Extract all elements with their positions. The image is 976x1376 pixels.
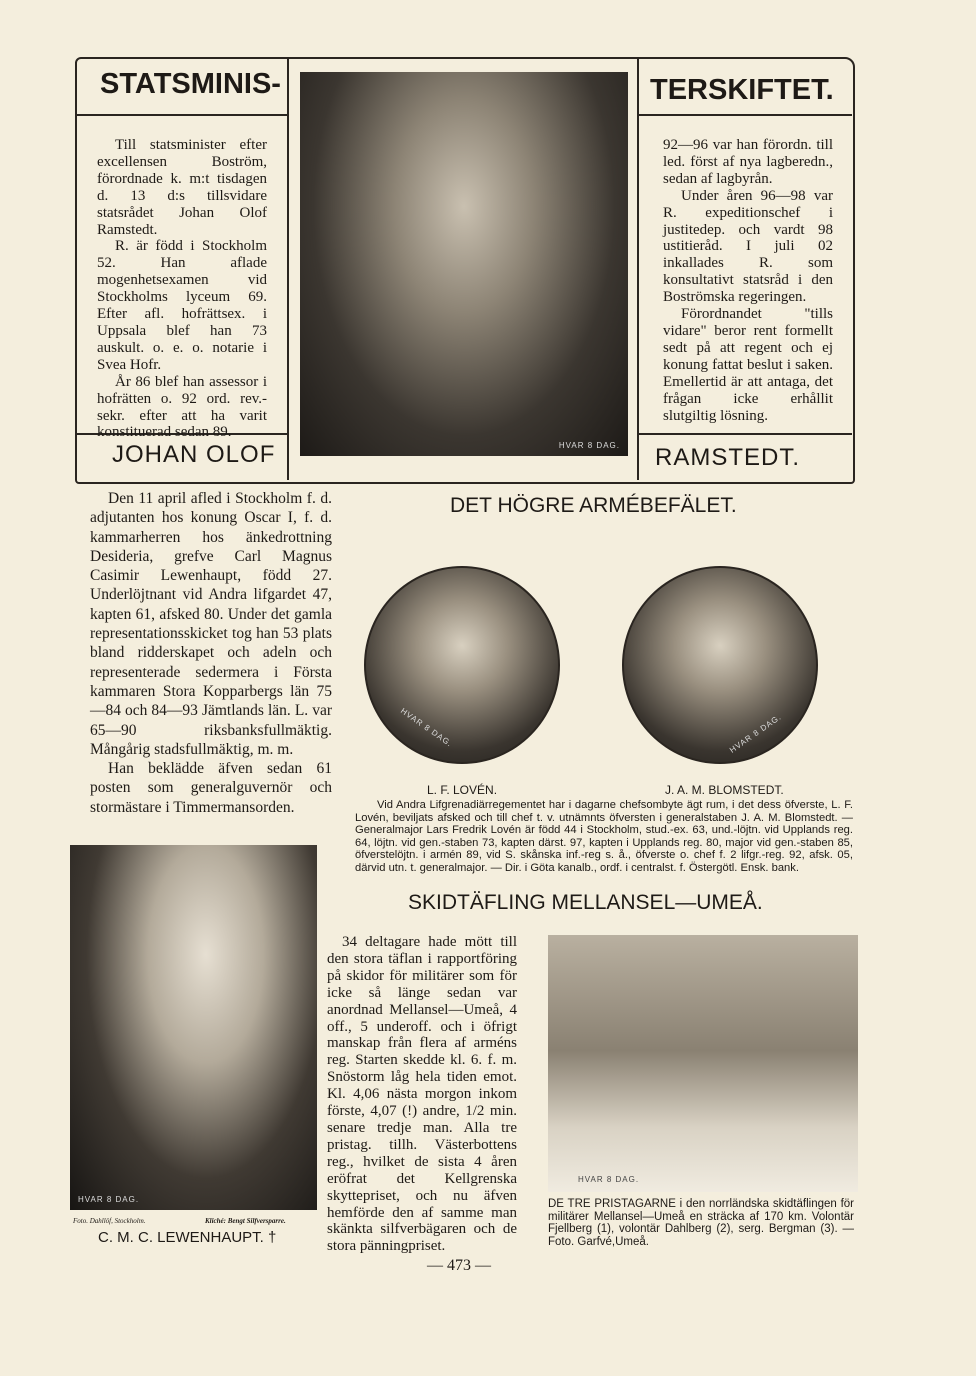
lewenhaupt-caption: C. M. C. LEWENHAUPT. † [98,1229,277,1246]
ski-text: 34 deltagare hade mött till den stora täflan i rapportföring på skidor för militärer som för icke så länge sedan var anordnad Mellansel—Umeå, 4 off., 5 underoff. och i öfrigt manskap från flera af arméns reg. Starten skedde kl. 6. f. m. Snöstorm låg hela tiden emot. Kl. 4,06 nästa morgon inkom förste, 4,07 (!) andre, 1/2 min. senare tredje man. Alla tre pristag. tillh. Västerbottens reg., hvilket de sista 4 åren eröfrat det Kellgrenska skyttepriset, och nu äfven hemförde den af samme man skänkta silfverbägaren och de stora pänningpriset. [327,934,517,1255]
army-heading: DET HÖGRE ARMÉBEFÄLET. [450,494,737,517]
ski-caption: DE TRE PRISTAGARNE i den norrländska skidtäflingen för militärer Mellansel—Umeå en sträcka af 170 km. Volontär Fjellberg (1), volontär Dahlberg (2), serg. Bergman (3). — Foto. Garfvé,Umeå. [548,1198,854,1248]
divider [75,114,288,116]
divider [287,57,289,480]
ski-heading: SKIDTÄFLING MELLANSEL—UMEÅ. [408,891,763,914]
divider [637,57,639,480]
blomstedt-portrait: HVAR 8 DAG. [622,566,818,764]
headline-left: STATSMINIS- [100,68,281,100]
page-number: — 473 — [427,1257,491,1274]
loven-caption: L. F. LOVÉN. [427,783,498,797]
name-right: RAMSTEDT. [655,444,801,471]
lewenhaupt-portrait: HVAR 8 DAG. [70,845,317,1210]
ramstedt-text-left: Till statsminister efter excellensen Boström, förordnade k. m:t tisdagen d. 13 d:s tillsvidare statsrådet Johan Olof Ramstedt. R. är född i Stockholm 52. Han aflade mogenhetsexamen vid Stockholms lyceum 69. Efter afl. hofrättsex. i Uppsala blef han 73 auskult. o. e. o. notarie i Svea Hofr. År 86 blef han assessor i hofrätten o. 92 ord. rev.-sekr. efter att ha varit konstituerad sedan 89. [97,137,267,441]
divider [637,433,852,435]
headline-right: TERSKIFTET. [650,74,834,106]
photo-credit: Foto. Dahllöf, Stockholm. [73,1217,146,1225]
engraver-credit: Kliché: Bengt Silfversparre. [205,1217,286,1225]
ramstedt-text-right: 92—96 var han förordn. till led. först af nya lagberedn., sedan af lagbyrån. Under åren 96—98 var R. expeditionschef i justitedep. och vardt 98 ustitieråd. I juli 02 inkallades R. som konsultativt statsråd i den Boströmska regeringen. Förordnandet "tills vidare" beror rent formellt sedt på att regent och ej konung fattat beslut i saken. Emellertid är att antaga, det frågan icke erhållit slutgiltig lösning. [663,137,833,424]
name-left: JOHAN OLOF [112,441,276,468]
lewenhaupt-text: Den 11 april afled i Stockholm f. d. adjutanten hos konung Oscar I, f. d. kammarherren hos änkedrottning Desideria, grefve Carl Magnus Casimir Lewenhaupt, född 27. Underlöjtnant vid Andra lifgardet 47, kapten 61, afsked 80. Under det gamla representationsskicket tog han 53 plats bland ridderskapet och adeln och representerade sedermera i Första kammaren Stora Kopparbergs län 75—84 och 84—93 Jämtlands län. L. var 65—90 riksbanksfullmäktig. Mångårig stadsfullmäktig, m. m. Han beklädde äfven sedan 61 posten som generalguvernör och stormästare i Timmermansorden. [90,490,332,816]
blomstedt-caption: J. A. M. BLOMSTEDT. [665,783,784,797]
ramstedt-portrait: HVAR 8 DAG. [300,72,628,456]
divider [637,114,852,116]
army-text: Vid Andra Lifgrenadiärregementet har i dagarne chefsombyte ägt rum, i det dess öfverste, L. F. Lovén, beviljats afsked och till chef t. v. utnämnts öfversten i generalstaben J. A. M. Blomstedt. — Generalmajor Lars Fredrik Lovén är född 44 i Stockholm, stud.-ex. 63, und.-löjtn. vid Upplands reg. 64, löjtn. vid gen.-staben 73, kapten därst. 97, kapten i Upplands reg. 80, major vid gen.-staben 85, öfverstelöjtn. i armén 89, vid S. skånska inf.-reg s. å., öfverste o. chef f. 2 lifgr.-reg. 92, afsk. 05, därvid utn. t. generalmajor. — Dir. i Göta kanalb., ordf. i centralst. f. Östergötl. Ensk. bank. [355,799,853,874]
loven-portrait: HVAR 8 DAG. [364,566,560,764]
ski-winners-photo: HVAR 8 DAG. [548,935,858,1192]
